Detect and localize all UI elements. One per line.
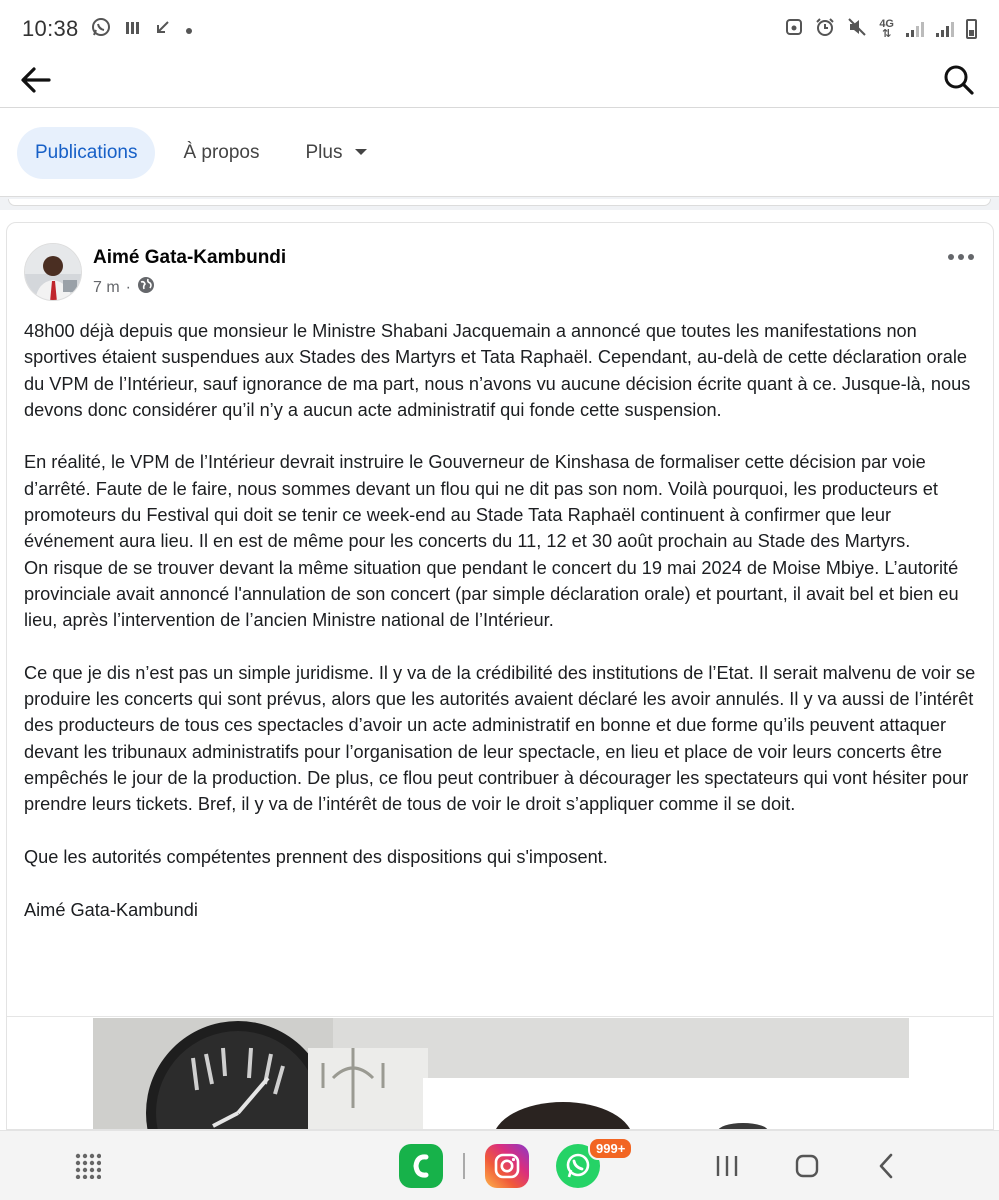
- apps-grid-button[interactable]: [66, 1131, 110, 1200]
- phone-app-icon: [399, 1144, 443, 1188]
- signal-icon: [936, 21, 954, 37]
- status-notification-icons: [91, 17, 193, 42]
- home-button[interactable]: [790, 1131, 824, 1200]
- post-more-button[interactable]: [943, 245, 979, 269]
- status-system-icons: [785, 17, 977, 42]
- globe-icon: [137, 276, 155, 299]
- search-icon: [943, 64, 975, 96]
- post-photo[interactable]: [93, 1018, 909, 1130]
- dock-divider: [462, 1131, 466, 1200]
- post-paragraph: Ce que je dis n’est pas un simple juridisme. Il y va de la crédibilité des institutions de l’Etat. Il serait malvenu de voir se produire les concerts qui sont prévus, alors que les autorités avaient déclaré les avoir annulés. Il y va aussi de l’intérêt des producteurs de tous ces spectacles d’avoir un acte administratif en bonne et due forme qu’ils peuvent attaquer devant les tribunaux administratifs pour l’organisation de leur spectacle, en lieu et place de voir leurs concerts être empêchés le jour de la production. De plus, ce flou peut contribuer à décourager les spectateurs qui vont hésiter pour prendre leurs tickets. Bref, il y va de l’intérêt de tous de voir le droit s’appliquer comme il se doit.: [24, 662, 976, 815]
- instagram-button[interactable]: [484, 1131, 530, 1200]
- post-paragraph: Que les autorités compétentes prennent des dispositions qui s'imposent.: [24, 846, 608, 867]
- back-button[interactable]: [16, 60, 56, 100]
- recents-icon: [714, 1154, 740, 1178]
- back-icon: [876, 1152, 896, 1180]
- section-divider: [0, 196, 999, 210]
- avatar[interactable]: [24, 243, 82, 301]
- mute-icon: [847, 17, 867, 42]
- dot-icon: [185, 19, 193, 40]
- tab-publications[interactable]: [17, 127, 155, 179]
- home-icon: [794, 1153, 820, 1179]
- network-type-label: 4G: [879, 18, 894, 30]
- status-time: 10:38: [22, 16, 79, 41]
- app-header: [0, 58, 999, 108]
- tab-about-label: À propos: [183, 142, 260, 163]
- whatsapp-icon: [91, 17, 111, 42]
- nav-back-button[interactable]: [872, 1131, 900, 1200]
- status-bar: [0, 0, 999, 58]
- tab-about[interactable]: [165, 127, 277, 179]
- network-4g-icon: 4G ⇅: [879, 18, 894, 40]
- notification-badge: 999+: [588, 1137, 633, 1160]
- post-paragraph: 48h00 déjà depuis que monsieur le Ministre Shabani Jacquemain a annoncé que toutes les manifestations non sportives étaient suspendues aux Stades des Martyrs et Tata Raphaël. Cependant, au-delà de cette déclaration orale du VPM de l’Intérieur, sauf ignorance de ma part, nous n’avons vu aucune décision écrite quant à ce. Jusque-là, nous devons donc considérer qu’il n’y a aucun acte administratif qui fonde cette suspension.: [24, 321, 971, 420]
- meta-separator: ·: [125, 278, 131, 296]
- save-icon: [785, 18, 803, 41]
- phone-app-button[interactable]: [398, 1131, 444, 1200]
- arrow-left-icon: [19, 66, 53, 94]
- tab-publications-label: Publications: [35, 142, 138, 163]
- download-arrow-icon: [155, 19, 171, 40]
- alarm-icon: [815, 17, 835, 42]
- post-card: [6, 222, 994, 1130]
- caret-down-icon: [354, 146, 368, 160]
- apps-grid-icon: [75, 1153, 101, 1179]
- battery-icon: [966, 19, 977, 39]
- post-paragraph: En réalité, le VPM de l’Intérieur devrait instruire le Gouverneur de Kinshasa de formaliser cette décision par voie d’arrêté. Faute de le faire, nous sommes devant un flou qui ne dit pas son nom. Voilà pourquoi, les producteurs et promoteurs du Festival qui doit se tenir ce week-end au Stade Tata Raphaël continuent à confirmer que leur événement aura lieu. Il en est de même pour les concerts du 11, 12 et 30 août prochain au Stade des Martyrs.: [24, 452, 938, 552]
- signal-bars-icon: [125, 19, 141, 40]
- post-author[interactable]: Aimé Gata-Kambundi: [93, 247, 287, 268]
- recents-button[interactable]: [710, 1131, 744, 1200]
- system-nav-bar: [0, 1130, 999, 1200]
- photo-divider: [7, 1016, 994, 1017]
- search-button[interactable]: [939, 60, 979, 100]
- post-time[interactable]: 7 m: [93, 278, 120, 296]
- tab-more[interactable]: [288, 127, 387, 179]
- profile-tabs: [0, 109, 999, 197]
- instagram-icon: [485, 1144, 529, 1188]
- post-signature: Aimé Gata-Kambundi: [24, 899, 198, 920]
- tab-more-label: Plus: [305, 142, 343, 163]
- post-body: [24, 318, 984, 923]
- signal-icon: [906, 21, 924, 37]
- post-meta: [93, 276, 155, 299]
- more-horizontal-icon: [948, 254, 954, 260]
- whatsapp-button[interactable]: [554, 1131, 626, 1200]
- post-paragraph: On risque de se trouver devant la même situation que pendant le concert du 19 mai 2024 de Moise Mbiye. L’autorité provinciale avait annoncé l'annulation de son concert (par simple déclaration orale) et pourtant, il avait bel et bien eu lieu, après l’intervention de l’ancien Ministre national de l’Intérieur.: [24, 557, 959, 631]
